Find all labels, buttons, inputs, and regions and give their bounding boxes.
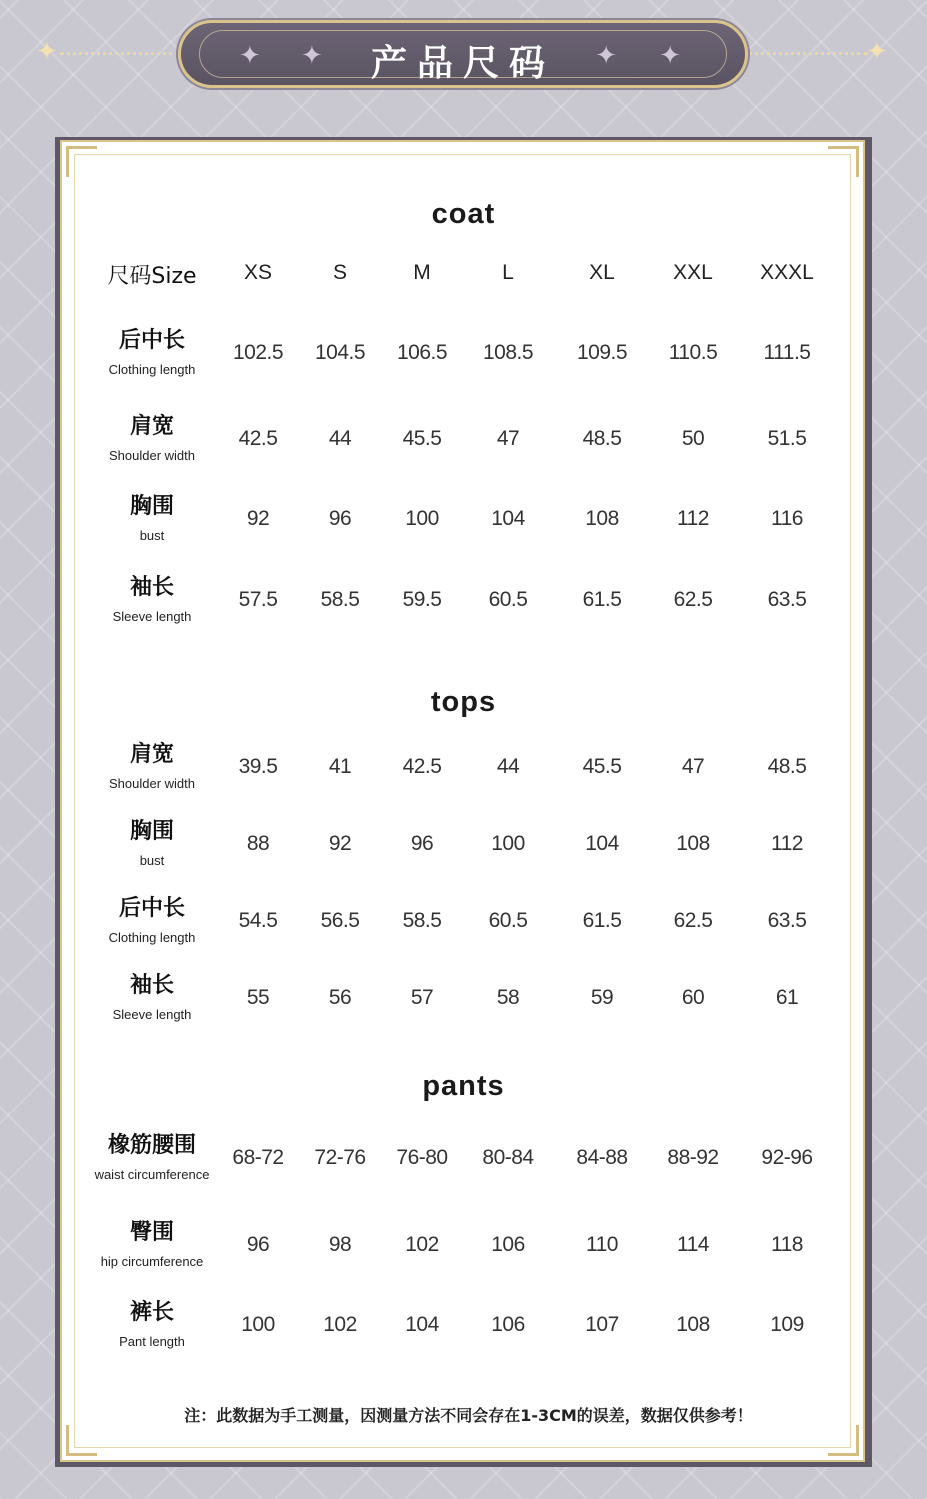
table-cell: 59.5 bbox=[402, 588, 442, 611]
table-cell: 102.5 bbox=[232, 341, 284, 364]
row-label bbox=[82, 1220, 222, 1270]
table-cell: 57.5 bbox=[238, 588, 278, 611]
corner-ornament bbox=[66, 146, 97, 177]
table-cell: 55 bbox=[246, 986, 270, 1009]
table-cell: 98 bbox=[328, 1233, 352, 1256]
table-cell: 62.5 bbox=[673, 588, 713, 611]
table-cell: 57 bbox=[410, 986, 434, 1009]
table-cell: 112 bbox=[677, 507, 709, 530]
table-cell: 62.5 bbox=[673, 909, 713, 932]
table-cell: 108.5 bbox=[482, 341, 534, 364]
banner-star-icon: ✦ bbox=[659, 41, 681, 71]
banner-star-icon: ✦ bbox=[301, 41, 323, 71]
table-cell: 96 bbox=[246, 1233, 270, 1256]
row-label-en: bust bbox=[139, 853, 165, 868]
banner-dotted-line-left bbox=[60, 52, 180, 55]
table-cell: 96 bbox=[328, 507, 352, 530]
row-label bbox=[82, 1133, 222, 1183]
row-label-zh: 袖长 bbox=[129, 575, 174, 600]
table-cell: 106 bbox=[491, 1313, 525, 1336]
table-row bbox=[0, 494, 927, 564]
corner-ornament bbox=[66, 1425, 97, 1456]
table-cell: 72-76 bbox=[314, 1146, 366, 1169]
table-row bbox=[0, 742, 927, 812]
row-label bbox=[82, 896, 222, 946]
row-label-en: Clothing length bbox=[108, 930, 196, 945]
table-cell: 106 bbox=[491, 1233, 525, 1256]
table-cell: 60.5 bbox=[488, 909, 528, 932]
table-cell: 109.5 bbox=[576, 341, 628, 364]
table-cell: 56 bbox=[328, 986, 352, 1009]
table-cell: 76-80 bbox=[396, 1146, 448, 1169]
table-row bbox=[0, 1133, 927, 1203]
table-row bbox=[0, 575, 927, 645]
row-label bbox=[82, 973, 222, 1023]
table-row bbox=[0, 973, 927, 1043]
table-cell: 58.5 bbox=[320, 588, 360, 611]
table-cell: 42.5 bbox=[238, 427, 278, 450]
table-cell: 100 bbox=[491, 832, 525, 855]
page-title: 产品尺码 bbox=[370, 42, 555, 84]
size-header-s: S bbox=[332, 261, 347, 284]
table-cell: 108 bbox=[676, 1313, 710, 1336]
row-label-zh: 肩宽 bbox=[129, 414, 174, 439]
table-cell: 58.5 bbox=[402, 909, 442, 932]
size-header-xxl: XXL bbox=[673, 261, 713, 284]
table-cell: 61 bbox=[775, 986, 799, 1009]
table-cell: 84-88 bbox=[576, 1146, 628, 1169]
row-label-en: Shoulder width bbox=[109, 776, 195, 791]
table-cell: 114 bbox=[677, 1233, 709, 1256]
table-cell: 100 bbox=[405, 507, 439, 530]
table-row bbox=[0, 414, 927, 484]
table-cell: 59 bbox=[590, 986, 614, 1009]
table-cell: 104 bbox=[585, 832, 619, 855]
row-label-en: Clothing length bbox=[108, 362, 196, 377]
row-label-zh: 橡筋腰围 bbox=[107, 1133, 196, 1158]
table-cell: 109 bbox=[770, 1313, 804, 1336]
row-label-en: Pant length bbox=[119, 1334, 185, 1349]
table-cell: 42.5 bbox=[402, 755, 442, 778]
table-cell: 118 bbox=[771, 1233, 803, 1256]
table-row bbox=[0, 328, 927, 398]
table-cell: 80-84 bbox=[482, 1146, 534, 1169]
table-cell: 104 bbox=[405, 1313, 439, 1336]
size-header-xxxl: XXXL bbox=[760, 261, 814, 284]
row-label bbox=[82, 414, 222, 464]
section-title-coat: coat bbox=[431, 198, 496, 230]
table-cell: 110 bbox=[586, 1233, 618, 1256]
table-cell: 68-72 bbox=[232, 1146, 284, 1169]
table-cell: 108 bbox=[676, 832, 710, 855]
title-banner bbox=[178, 20, 748, 88]
size-header-xl: XL bbox=[589, 261, 615, 284]
table-cell: 45.5 bbox=[402, 427, 442, 450]
table-cell: 112 bbox=[771, 832, 803, 855]
table-cell: 58 bbox=[496, 986, 520, 1009]
table-cell: 63.5 bbox=[767, 588, 807, 611]
table-row bbox=[0, 819, 927, 889]
row-label-zh: 后中长 bbox=[118, 328, 185, 353]
table-cell: 61.5 bbox=[582, 909, 622, 932]
footnote: 注：此数据为手工测量，因测量方法不同会存在1-3CM的误差，数据仅供参考！ bbox=[184, 1406, 753, 1425]
table-cell: 102 bbox=[405, 1233, 439, 1256]
table-cell: 88-92 bbox=[667, 1146, 719, 1169]
table-cell: 47 bbox=[496, 427, 520, 450]
row-label bbox=[82, 494, 222, 544]
table-row bbox=[0, 1300, 927, 1370]
table-cell: 92-96 bbox=[761, 1146, 813, 1169]
table-cell: 51.5 bbox=[767, 427, 807, 450]
row-label-zh: 裤长 bbox=[129, 1300, 174, 1325]
sparkle-right-icon: ✦ bbox=[866, 37, 888, 67]
row-label-zh: 袖长 bbox=[129, 973, 174, 998]
row-label-zh: 后中长 bbox=[118, 896, 185, 921]
table-cell: 44 bbox=[496, 755, 520, 778]
banner-star-icon: ✦ bbox=[239, 41, 261, 71]
sparkle-left-icon: ✦ bbox=[36, 37, 58, 67]
size-header-xs: XS bbox=[243, 261, 272, 284]
table-cell: 104 bbox=[491, 507, 525, 530]
table-cell: 63.5 bbox=[767, 909, 807, 932]
table-row bbox=[0, 896, 927, 966]
row-label-en: Shoulder width bbox=[109, 448, 195, 463]
row-label-zh: 肩宽 bbox=[129, 742, 174, 767]
row-label-en: Sleeve length bbox=[112, 609, 192, 624]
table-cell: 60.5 bbox=[488, 588, 528, 611]
table-cell: 47 bbox=[681, 755, 705, 778]
table-cell: 41 bbox=[328, 755, 352, 778]
corner-ornament bbox=[828, 1425, 859, 1456]
section-title-tops: tops bbox=[430, 686, 497, 718]
table-cell: 110.5 bbox=[668, 341, 718, 364]
table-cell: 61.5 bbox=[582, 588, 622, 611]
row-label-zh: 臀围 bbox=[129, 1220, 174, 1245]
table-cell: 48.5 bbox=[767, 755, 807, 778]
table-cell: 45.5 bbox=[582, 755, 622, 778]
banner-star-icon: ✦ bbox=[595, 41, 617, 71]
table-cell: 104.5 bbox=[314, 341, 366, 364]
row-label-en: hip circumference bbox=[100, 1254, 204, 1269]
banner-dotted-line-right bbox=[748, 52, 868, 55]
row-label-en: waist circumference bbox=[94, 1167, 210, 1182]
section-title-pants: pants bbox=[422, 1070, 505, 1102]
table-cell: 39.5 bbox=[238, 755, 278, 778]
table-cell: 60 bbox=[681, 986, 705, 1009]
size-header-l: L bbox=[502, 261, 514, 284]
table-cell: 108 bbox=[585, 507, 619, 530]
row-label-en: bust bbox=[139, 528, 165, 543]
row-label-zh: 胸围 bbox=[129, 494, 174, 519]
table-cell: 100 bbox=[241, 1313, 275, 1336]
table-cell: 54.5 bbox=[238, 909, 278, 932]
table-cell: 92 bbox=[246, 507, 270, 530]
table-cell: 106.5 bbox=[396, 341, 448, 364]
size-header-label: 尺码Size bbox=[107, 264, 197, 289]
row-label bbox=[82, 328, 222, 378]
table-cell: 50 bbox=[681, 427, 705, 450]
table-cell: 96 bbox=[410, 832, 434, 855]
size-header-m: M bbox=[413, 261, 431, 284]
table-cell: 88 bbox=[246, 832, 270, 855]
table-cell: 56.5 bbox=[320, 909, 360, 932]
row-label bbox=[82, 1300, 222, 1350]
table-cell: 48.5 bbox=[582, 427, 622, 450]
row-label bbox=[82, 575, 222, 625]
table-cell: 116 bbox=[771, 507, 803, 530]
table-cell: 111.5 bbox=[763, 341, 811, 364]
row-label bbox=[82, 742, 222, 792]
table-cell: 44 bbox=[328, 427, 352, 450]
table-cell: 92 bbox=[328, 832, 352, 855]
table-cell: 107 bbox=[585, 1313, 619, 1336]
table-row bbox=[0, 1220, 927, 1290]
row-label bbox=[82, 819, 222, 869]
corner-ornament bbox=[828, 146, 859, 177]
row-label-en: Sleeve length bbox=[112, 1007, 192, 1022]
table-cell: 102 bbox=[323, 1313, 357, 1336]
row-label-zh: 胸围 bbox=[129, 819, 174, 844]
